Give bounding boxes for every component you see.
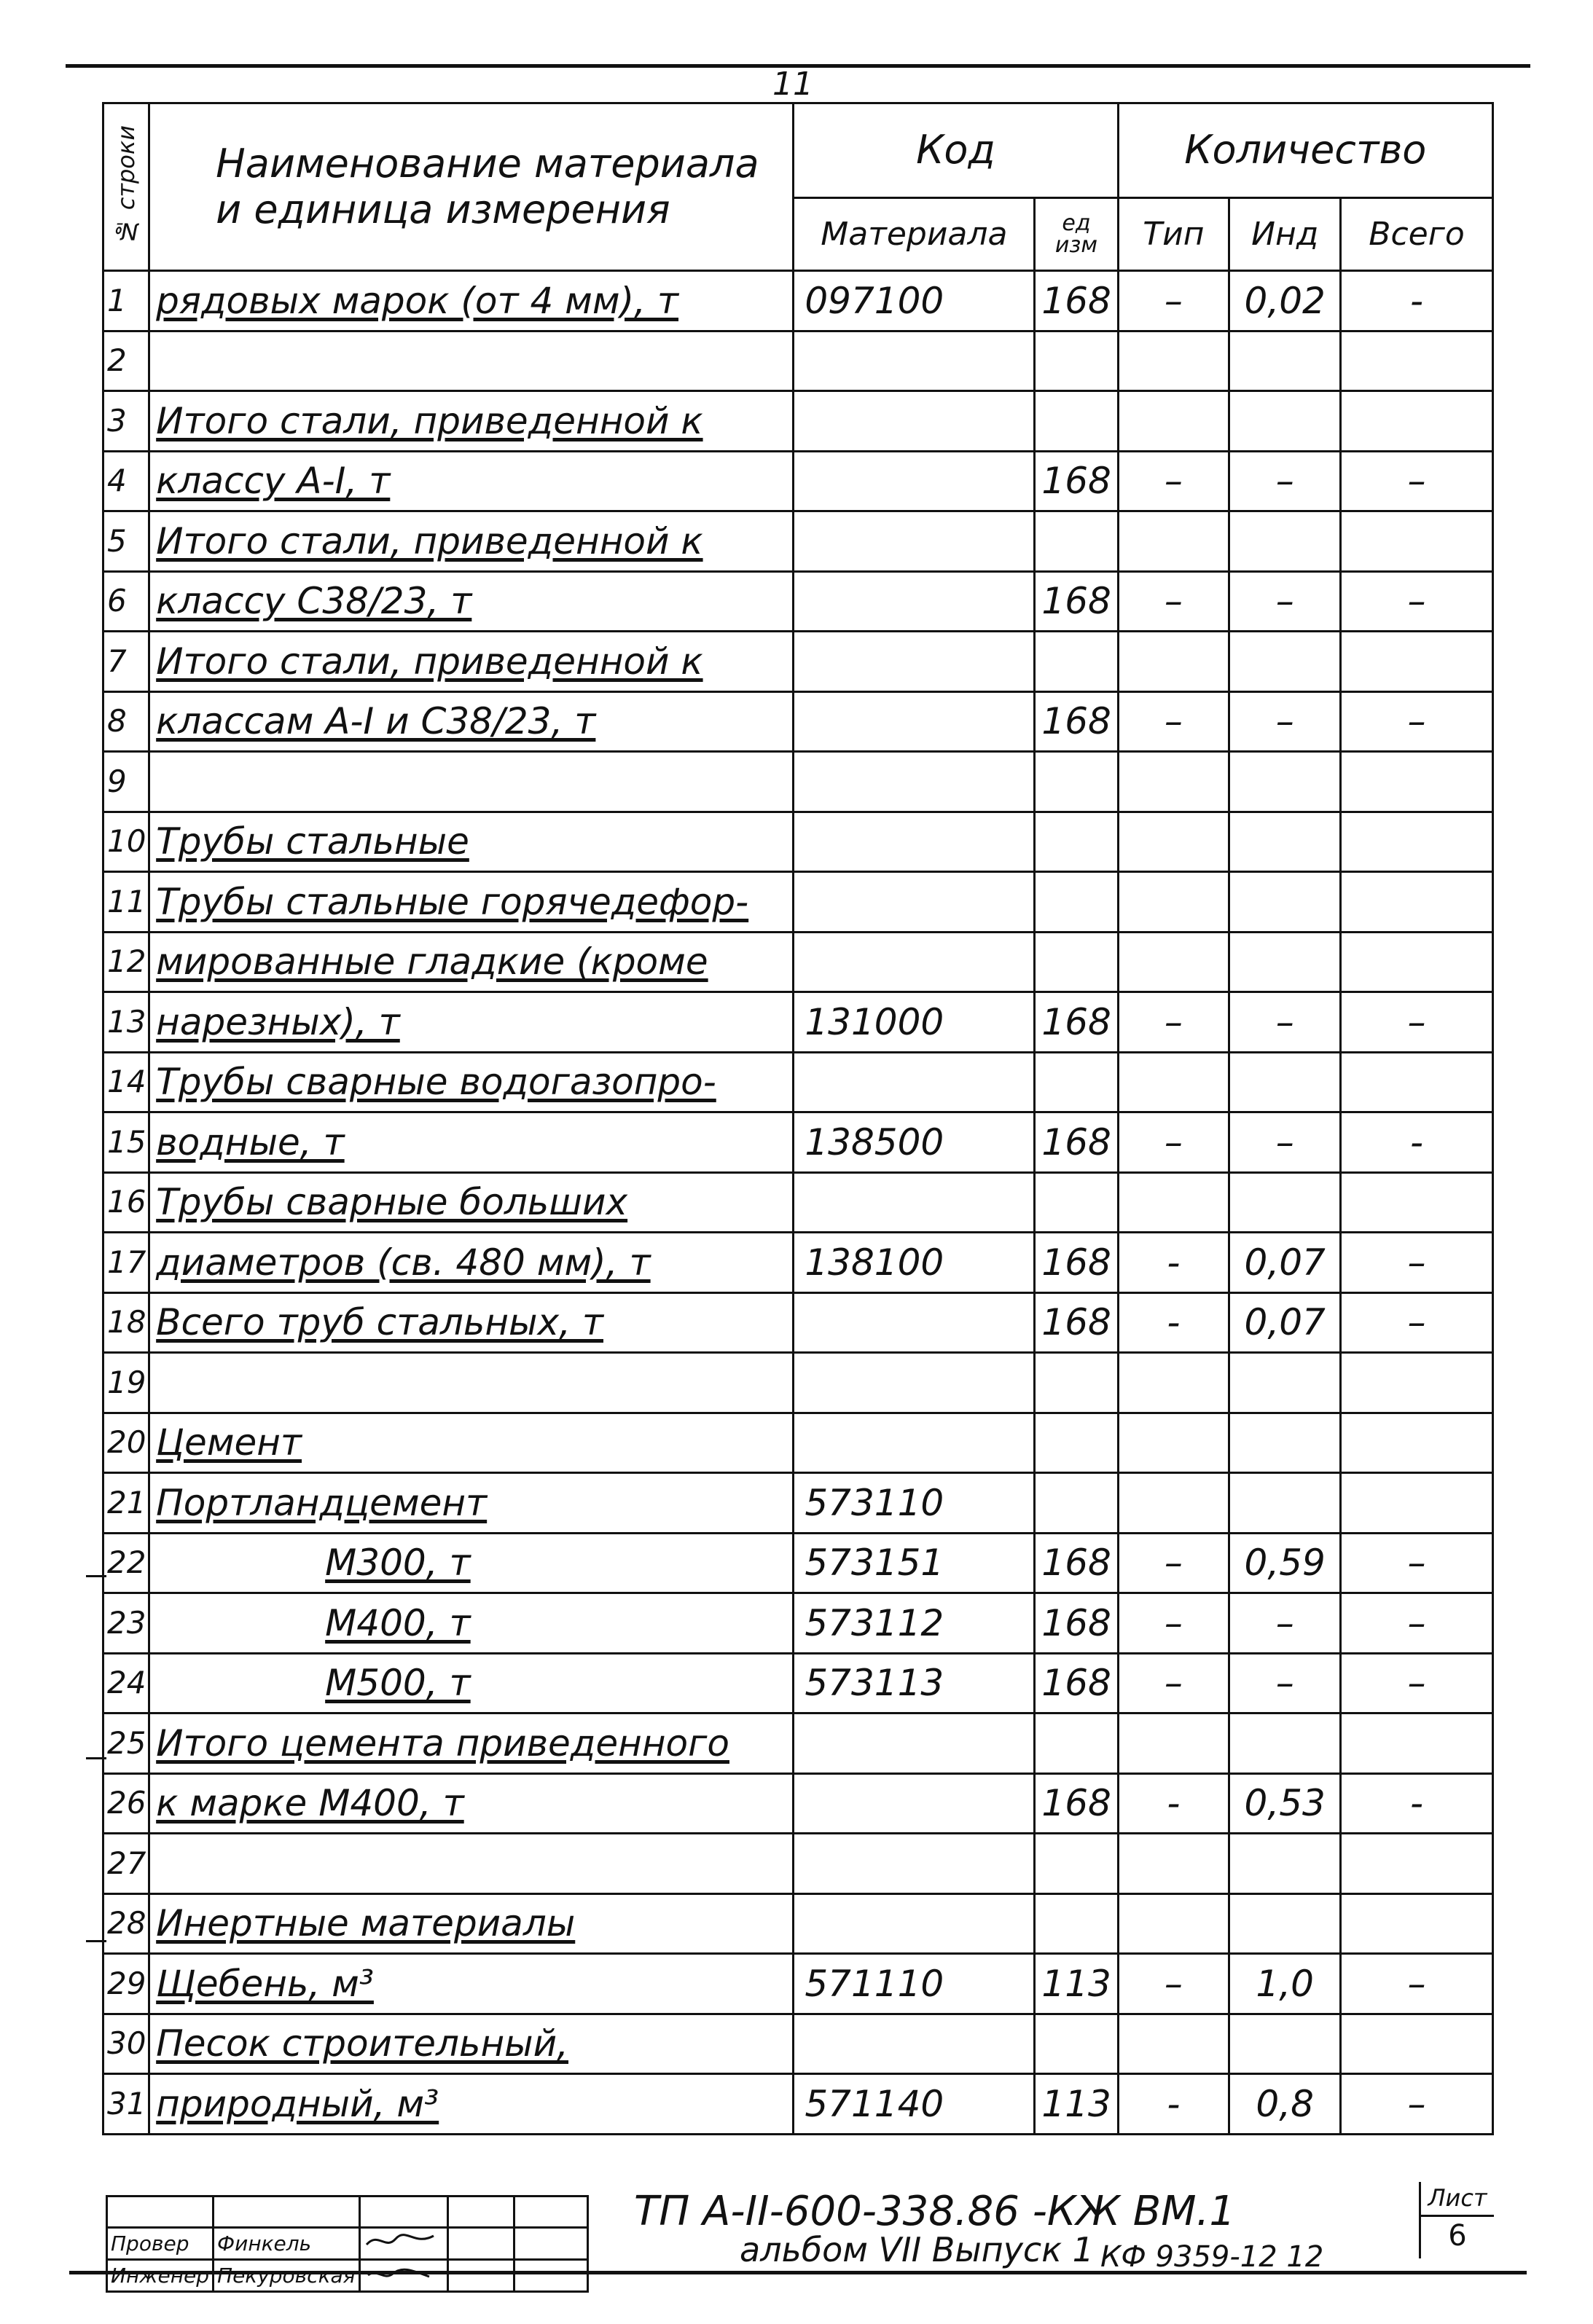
row-number-cell: 19 — [103, 1353, 149, 1413]
unit-code-header: ед изм — [1035, 198, 1118, 271]
unit-code-cell — [1035, 812, 1118, 872]
material-code-cell — [794, 331, 1035, 391]
qty-ind-cell: – — [1229, 691, 1341, 752]
row-number-cell: 5 — [103, 511, 149, 572]
qty-type-cell: - — [1118, 1233, 1229, 1293]
qty-type-cell — [1118, 511, 1229, 572]
empty-cell — [359, 2197, 447, 2228]
material-name-cell: Трубы сварные больших — [149, 1172, 794, 1233]
name-header-line1: Наименование материала — [216, 141, 759, 187]
checked-signature — [359, 2228, 447, 2260]
qty-total-cell: – — [1341, 992, 1493, 1053]
qty-total-cell — [1341, 1834, 1493, 1894]
qty-ind-cell — [1229, 812, 1341, 872]
ind-header: Инд — [1229, 198, 1341, 271]
qty-total-cell — [1341, 1473, 1493, 1534]
table-row — [103, 691, 1493, 752]
qty-ind-cell — [1229, 932, 1341, 992]
row-number-cell: 30 — [103, 2014, 149, 2074]
qty-type-cell — [1118, 2014, 1229, 2074]
row-number-cell: 8 — [103, 691, 149, 752]
empty-cell — [447, 2228, 514, 2260]
qty-type-cell — [1118, 632, 1229, 692]
unit-code-cell — [1035, 511, 1118, 572]
qty-ind-cell — [1229, 331, 1341, 391]
table-row — [103, 1533, 1493, 1593]
empty-cell — [107, 2197, 214, 2228]
qty-total-cell: – — [1341, 451, 1493, 511]
qty-ind-cell: 0,8 — [1229, 2074, 1341, 2135]
qty-ind-cell — [1229, 1172, 1341, 1233]
unit-code-cell: 168 — [1035, 1593, 1118, 1654]
quantity-header: Количество — [1118, 103, 1493, 198]
unit-code-cell: 168 — [1035, 1292, 1118, 1353]
table-row — [103, 1292, 1493, 1353]
unit-code-cell: 168 — [1035, 1533, 1118, 1593]
row-number-cell: 29 — [103, 1954, 149, 2014]
material-code-cell: 573113 — [794, 1653, 1035, 1713]
material-name-cell: мированные гладкие (кроме — [149, 932, 794, 992]
row-number-cell: 12 — [103, 932, 149, 992]
margin-mark — [86, 1575, 106, 1577]
material-code-cell: 573151 — [794, 1533, 1035, 1593]
signature-table — [106, 2195, 589, 2293]
qty-total-cell: - — [1341, 271, 1493, 331]
qty-total-cell — [1341, 511, 1493, 572]
empty-cell — [514, 2197, 587, 2228]
table-row — [103, 391, 1493, 452]
name-header — [149, 103, 794, 271]
qty-total-cell — [1341, 2014, 1493, 2074]
engineer-name: Пекуровская — [214, 2260, 359, 2292]
row-number-cell: 4 — [103, 451, 149, 511]
material-name-cell: Цемент — [149, 1413, 794, 1473]
empty-cell — [447, 2197, 514, 2228]
qty-ind-cell: – — [1229, 571, 1341, 632]
qty-type-cell — [1118, 752, 1229, 812]
material-code-cell — [794, 1893, 1035, 1954]
qty-type-cell: – — [1118, 571, 1229, 632]
qty-total-cell — [1341, 632, 1493, 692]
archive-code: КФ 9359-12 12 — [1100, 2240, 1324, 2274]
table-row — [103, 1713, 1493, 1774]
table-row — [103, 1353, 1493, 1413]
qty-total-cell — [1341, 1052, 1493, 1112]
qty-total-cell: – — [1341, 2074, 1493, 2135]
unit-code-cell — [1035, 872, 1118, 933]
name-header-line2: и единица измерения — [216, 186, 670, 232]
row-number-cell: 18 — [103, 1292, 149, 1353]
qty-ind-cell: – — [1229, 1653, 1341, 1713]
empty-cell — [514, 2228, 587, 2260]
material-code-cell — [794, 691, 1035, 752]
unit-code-cell: 168 — [1035, 451, 1118, 511]
materials-table — [102, 102, 1494, 2135]
qty-ind-cell — [1229, 1413, 1341, 1473]
material-code-cell: 097100 — [794, 271, 1035, 331]
material-code-cell — [794, 571, 1035, 632]
sheet-number: 6 — [1448, 2219, 1467, 2253]
material-name-cell: Итого стали, приведенной к — [149, 511, 794, 572]
qty-ind-cell: – — [1229, 1593, 1341, 1654]
qty-total-cell: – — [1341, 571, 1493, 632]
qty-type-cell: – — [1118, 1533, 1229, 1593]
unit-code-cell — [1035, 1713, 1118, 1774]
material-name-cell — [149, 752, 794, 812]
qty-ind-cell — [1229, 632, 1341, 692]
row-number-cell: 16 — [103, 1172, 149, 1233]
qty-type-cell: – — [1118, 691, 1229, 752]
material-name-cell: классу С38/23, т — [149, 571, 794, 632]
qty-ind-cell: – — [1229, 451, 1341, 511]
unit-code-cell: 168 — [1035, 1112, 1118, 1173]
qty-type-cell — [1118, 932, 1229, 992]
qty-ind-cell — [1229, 1353, 1341, 1413]
row-number-cell: 28 — [103, 1893, 149, 1954]
qty-type-cell — [1118, 1713, 1229, 1774]
qty-type-cell — [1118, 872, 1229, 933]
qty-ind-cell — [1229, 1713, 1341, 1774]
material-code-cell — [794, 872, 1035, 933]
empty-cell — [214, 2197, 359, 2228]
material-code-cell — [794, 511, 1035, 572]
qty-total-cell — [1341, 391, 1493, 452]
row-number-cell: 23 — [103, 1593, 149, 1654]
qty-type-cell — [1118, 391, 1229, 452]
qty-total-cell: - — [1341, 1112, 1493, 1173]
row-number-cell: 21 — [103, 1473, 149, 1534]
engineer-label: Инженер — [107, 2260, 214, 2292]
material-name-cell: Трубы сварные водогазопро- — [149, 1052, 794, 1112]
empty-cell — [447, 2260, 514, 2292]
qty-total-cell: - — [1341, 1773, 1493, 1834]
material-code-cell — [794, 932, 1035, 992]
material-code-cell — [794, 1353, 1035, 1413]
material-name-cell: к марке М400, т — [149, 1773, 794, 1834]
row-number-cell: 1 — [103, 271, 149, 331]
qty-total-cell: – — [1341, 1533, 1493, 1593]
material-code-cell — [794, 1834, 1035, 1894]
row-number-cell: 6 — [103, 571, 149, 632]
qty-type-cell: - — [1118, 1773, 1229, 1834]
material-code-cell — [794, 391, 1035, 452]
row-number-cell: 10 — [103, 812, 149, 872]
row-number-cell: 24 — [103, 1653, 149, 1713]
empty-cell — [514, 2260, 587, 2292]
material-name-cell: классам А-I и С38/23, т — [149, 691, 794, 752]
material-code-header: Материала — [794, 198, 1035, 271]
material-name-cell: рядовых марок (от 4 мм), т — [149, 271, 794, 331]
code-header: Код — [794, 103, 1118, 198]
unit-code-cell — [1035, 1172, 1118, 1233]
material-name-cell: Итого стали, приведенной к — [149, 391, 794, 452]
qty-type-cell — [1118, 812, 1229, 872]
unit-code-cell: 168 — [1035, 691, 1118, 752]
table-row — [103, 752, 1493, 812]
material-name-cell: М500, т — [149, 1653, 794, 1713]
material-code-cell — [794, 1292, 1035, 1353]
row-number-cell: 31 — [103, 2074, 149, 2135]
row-number-cell: 27 — [103, 1834, 149, 1894]
material-name-cell: Итого цемента приведенного — [149, 1713, 794, 1774]
unit-code-cell: 168 — [1035, 992, 1118, 1053]
table-row — [103, 932, 1493, 992]
material-code-cell — [794, 2014, 1035, 2074]
qty-ind-cell — [1229, 1473, 1341, 1534]
table-row — [103, 1834, 1493, 1894]
material-code-cell: 138100 — [794, 1233, 1035, 1293]
material-code-cell — [794, 1172, 1035, 1233]
qty-type-cell — [1118, 1172, 1229, 1233]
qty-type-cell — [1118, 1052, 1229, 1112]
unit-code-cell — [1035, 2014, 1118, 2074]
table-row — [103, 2074, 1493, 2135]
qty-total-cell: – — [1341, 1954, 1493, 2014]
qty-total-cell — [1341, 752, 1493, 812]
row-number-cell: 13 — [103, 992, 149, 1053]
material-name-cell: нарезных), т — [149, 992, 794, 1053]
qty-ind-cell — [1229, 1052, 1341, 1112]
unit-code-cell: 168 — [1035, 271, 1118, 331]
unit-code-cell — [1035, 752, 1118, 812]
table-row — [103, 571, 1493, 632]
table-header — [103, 103, 1493, 271]
table-row — [103, 1112, 1493, 1173]
qty-ind-cell: 0,59 — [1229, 1533, 1341, 1593]
material-name-cell: Песок строительный, — [149, 2014, 794, 2074]
qty-total-cell — [1341, 331, 1493, 391]
qty-total-cell — [1341, 1713, 1493, 1774]
qty-type-cell — [1118, 1893, 1229, 1954]
checked-name: Финкель — [214, 2228, 359, 2260]
row-number-cell: 14 — [103, 1052, 149, 1112]
qty-type-cell — [1118, 1353, 1229, 1413]
table-row — [103, 2014, 1493, 2074]
unit-code-cell: 113 — [1035, 2074, 1118, 2135]
sheet-label: Лист — [1421, 2182, 1494, 2217]
qty-type-cell: – — [1118, 451, 1229, 511]
qty-ind-cell: 0,07 — [1229, 1233, 1341, 1293]
material-code-cell: 571140 — [794, 2074, 1035, 2135]
unit-code-cell: 113 — [1035, 1954, 1118, 2014]
unit-code-cell — [1035, 1893, 1118, 1954]
qty-total-cell — [1341, 872, 1493, 933]
qty-ind-cell — [1229, 872, 1341, 933]
qty-total-cell — [1341, 932, 1493, 992]
table-row — [103, 331, 1493, 391]
checked-label: Провер — [107, 2228, 214, 2260]
qty-total-cell: – — [1341, 691, 1493, 752]
material-name-cell: Портландцемент — [149, 1473, 794, 1534]
total-header: Всего — [1341, 198, 1493, 271]
qty-total-cell — [1341, 812, 1493, 872]
table-row — [103, 1052, 1493, 1112]
table-row — [103, 271, 1493, 331]
table-row — [103, 812, 1493, 872]
qty-ind-cell: 1,0 — [1229, 1954, 1341, 2014]
row-number-cell: 2 — [103, 331, 149, 391]
table-row — [103, 992, 1493, 1053]
material-name-cell: Всего труб стальных, т — [149, 1292, 794, 1353]
table-row — [103, 1593, 1493, 1654]
qty-type-cell — [1118, 1834, 1229, 1894]
qty-total-cell: – — [1341, 1653, 1493, 1713]
material-name-cell: классу А-I, т — [149, 451, 794, 511]
material-name-cell: Итого стали, приведенной к — [149, 632, 794, 692]
qty-ind-cell — [1229, 511, 1341, 572]
table-row — [103, 1954, 1493, 2014]
material-code-cell: 573110 — [794, 1473, 1035, 1534]
unit-code-cell: 168 — [1035, 571, 1118, 632]
row-number-cell: 22 — [103, 1533, 149, 1593]
document-code: ТП А-II-600-338.86 -КЖ ВМ.1 — [634, 2188, 1235, 2235]
table-row — [103, 632, 1493, 692]
table-row — [103, 451, 1493, 511]
sheet-box — [1419, 2182, 1494, 2258]
table-row — [103, 1893, 1493, 1954]
qty-type-cell: – — [1118, 992, 1229, 1053]
material-name-cell: М300, т — [149, 1533, 794, 1593]
table-row — [103, 1473, 1493, 1534]
material-code-cell — [794, 1713, 1035, 1774]
qty-type-cell: – — [1118, 1954, 1229, 2014]
qty-ind-cell: 0,02 — [1229, 271, 1341, 331]
table-row — [103, 511, 1493, 572]
row-number-cell: 9 — [103, 752, 149, 812]
unit-code-cell — [1035, 1473, 1118, 1534]
qty-type-cell — [1118, 1473, 1229, 1534]
material-name-cell: Трубы стальные горячедефор- — [149, 872, 794, 933]
qty-total-cell — [1341, 1172, 1493, 1233]
unit-code-cell — [1035, 391, 1118, 452]
material-name-cell: Инертные материалы — [149, 1893, 794, 1954]
material-name-cell: диаметров (св. 480 мм), т — [149, 1233, 794, 1293]
qty-ind-cell — [1229, 1893, 1341, 1954]
qty-ind-cell: – — [1229, 1112, 1341, 1173]
material-name-cell — [149, 1353, 794, 1413]
margin-mark — [86, 1940, 106, 1942]
unit-code-cell: 168 — [1035, 1233, 1118, 1293]
material-name-cell: Щебень, м³ — [149, 1954, 794, 2014]
qty-total-cell: – — [1341, 1593, 1493, 1654]
material-code-cell: 571110 — [794, 1954, 1035, 2014]
engineer-signature — [359, 2260, 447, 2292]
qty-ind-cell — [1229, 752, 1341, 812]
material-code-cell — [794, 1052, 1035, 1112]
row-number-header-label: № строки — [112, 125, 141, 246]
page-number: 11 — [772, 66, 813, 103]
unit-code-cell — [1035, 932, 1118, 992]
row-number-cell: 25 — [103, 1713, 149, 1774]
margin-mark — [86, 1757, 106, 1759]
unit-code-cell: 168 — [1035, 1773, 1118, 1834]
row-number-cell: 20 — [103, 1413, 149, 1473]
unit-code-cell — [1035, 1353, 1118, 1413]
qty-ind-cell: 0,07 — [1229, 1292, 1341, 1353]
qty-total-cell — [1341, 1893, 1493, 1954]
qty-type-cell: - — [1118, 1292, 1229, 1353]
material-name-cell: водные, т — [149, 1112, 794, 1173]
unit-code-cell — [1035, 1834, 1118, 1894]
qty-type-cell — [1118, 331, 1229, 391]
unit-code-cell: 168 — [1035, 1653, 1118, 1713]
unit-code-cell — [1035, 632, 1118, 692]
table-row — [103, 1233, 1493, 1293]
material-code-cell — [794, 1773, 1035, 1834]
table-body — [103, 271, 1493, 2135]
qty-type-cell: – — [1118, 1653, 1229, 1713]
material-name-cell: Трубы стальные — [149, 812, 794, 872]
material-code-cell: 138500 — [794, 1112, 1035, 1173]
qty-ind-cell — [1229, 2014, 1341, 2074]
material-code-cell: 573112 — [794, 1593, 1035, 1654]
row-number-cell: 11 — [103, 872, 149, 933]
qty-type-cell: – — [1118, 1112, 1229, 1173]
qty-total-cell: – — [1341, 1233, 1493, 1293]
qty-ind-cell: – — [1229, 992, 1341, 1053]
qty-total-cell — [1341, 1413, 1493, 1473]
material-code-cell — [794, 1413, 1035, 1473]
material-name-cell: М400, т — [149, 1593, 794, 1654]
table-row — [103, 872, 1493, 933]
qty-type-cell: – — [1118, 271, 1229, 331]
qty-type-cell: – — [1118, 1593, 1229, 1654]
material-name-cell — [149, 331, 794, 391]
sheet-bottom-border — [69, 2271, 1527, 2274]
row-number-cell: 17 — [103, 1233, 149, 1293]
material-code-cell — [794, 752, 1035, 812]
qty-total-cell: – — [1341, 1292, 1493, 1353]
row-number-cell: 15 — [103, 1112, 149, 1173]
table-row — [103, 1653, 1493, 1713]
table-row — [103, 1172, 1493, 1233]
qty-ind-cell — [1229, 1834, 1341, 1894]
row-number-cell: 3 — [103, 391, 149, 452]
album-issue: альбом VII Выпуск 1 — [740, 2230, 1094, 2269]
qty-ind-cell — [1229, 391, 1341, 452]
material-code-cell — [794, 451, 1035, 511]
material-code-cell — [794, 812, 1035, 872]
material-code-cell: 131000 — [794, 992, 1035, 1053]
unit-code-cell — [1035, 331, 1118, 391]
signature-mark — [364, 2229, 437, 2253]
unit-code-cell — [1035, 1413, 1118, 1473]
type-header: Тип — [1118, 198, 1229, 271]
table-row — [103, 1773, 1493, 1834]
qty-type-cell: - — [1118, 2074, 1229, 2135]
row-number-header — [103, 103, 149, 271]
material-name-cell — [149, 1834, 794, 1894]
qty-type-cell — [1118, 1413, 1229, 1473]
unit-code-cell — [1035, 1052, 1118, 1112]
table-row — [103, 1413, 1493, 1473]
row-number-cell: 26 — [103, 1773, 149, 1834]
qty-total-cell — [1341, 1353, 1493, 1413]
material-code-cell — [794, 632, 1035, 692]
material-name-cell: природный, м³ — [149, 2074, 794, 2135]
row-number-cell: 7 — [103, 632, 149, 692]
qty-ind-cell: 0,53 — [1229, 1773, 1341, 1834]
